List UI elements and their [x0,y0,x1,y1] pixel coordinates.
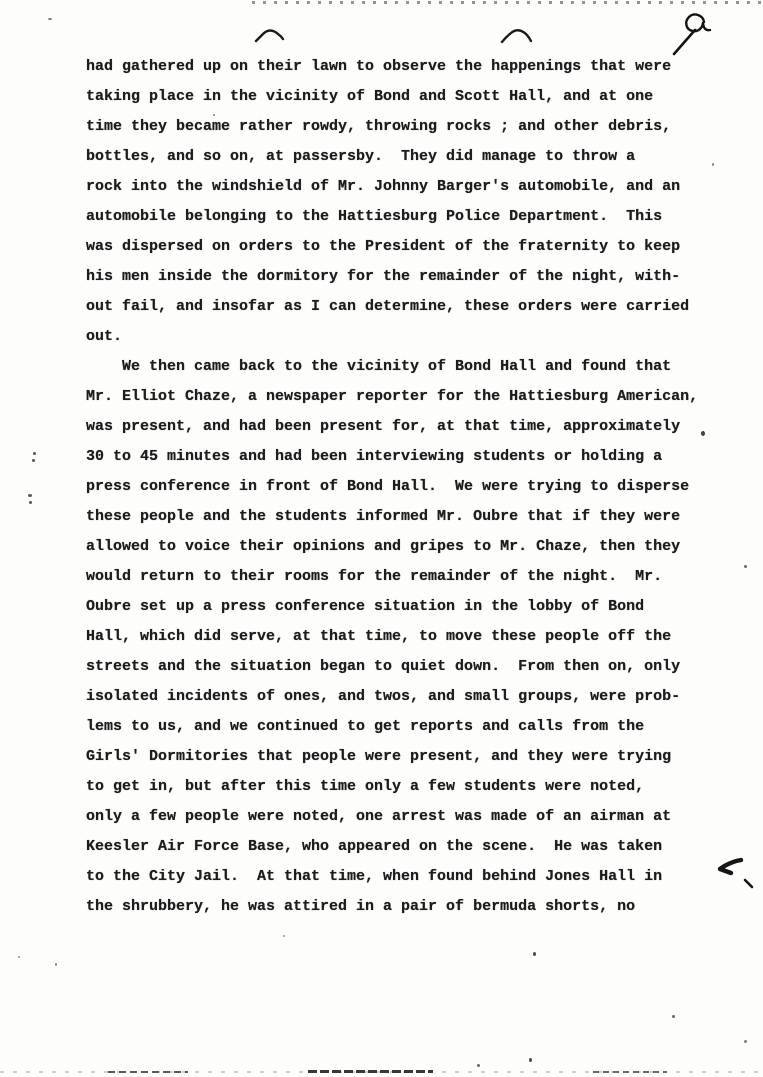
top-perforation-dotted-line [252,1,763,4]
text-line: isolated incidents of ones, and twos, and small groups, were prob- [86,688,681,705]
text-line: Mr. Elliot Chaze, a newspaper reporter for the Hattiesburg American, [86,388,699,405]
text-line: 30 to 45 minutes and had been interviewing students or holding a [86,448,663,465]
scan-speck [477,1064,480,1067]
text-line: Hall, which did serve, at that time, to move these people off the [86,628,672,645]
scan-speck [529,1058,532,1062]
scan-speck [672,1015,675,1018]
text-line: had gathered up on their lawn to observe the happenings that were [86,58,672,75]
text-line: automobile belonging to the Hattiesburg Police Department. This [86,208,663,225]
text-line: the shrubbery, he was attired in a pair of bermuda shorts, no [86,898,636,915]
text-line: press conference in front of Bond Hall. We were trying to disperse [86,478,690,495]
handwritten-page-number [668,9,718,57]
text-line: to get in, but after this time only a few students were noted, [86,778,645,795]
scan-speck [712,163,714,166]
text-line: lems to us, and we continued to get reports and calls from the [86,718,645,735]
text-line: allowed to voice their opinions and gripes to Mr. Chaze, then they [86,538,681,555]
handwritten-arc-mark-left [254,28,286,44]
scan-speck [283,935,285,937]
handwritten-arc-mark-right [500,28,534,46]
text-line: out fail, and insofar as I can determine, these orders were carried [86,298,690,315]
scan-speck [18,956,20,958]
scan-speck [33,452,36,455]
scan-speck [744,565,747,568]
text-line: taking place in the vicinity of Bond and Scott Hall, and at one [86,88,654,105]
scan-speck [55,963,57,966]
bottom-edge-dark-segment [308,1070,433,1073]
text-line: out. [86,328,123,345]
text-line: time they became rather rowdy, throwing rocks ; and other debris, [86,118,672,135]
scan-speck [29,501,32,504]
scan-speck [701,431,705,436]
text-line: only a few people were noted, one arrest was made of an airman at [86,808,672,825]
text-line: to the City Jail. At that time, when found behind Jones Hall in [86,868,663,885]
scan-speck [32,459,35,462]
scan-speck [213,114,215,116]
text-line: rock into the windshield of Mr. Johnny Barger's automobile, and an [86,178,681,195]
text-line: Keesler Air Force Base, who appeared on the scene. He was taken [86,838,663,855]
text-line: Oubre set up a press conference situation in the lobby of Bond [86,598,645,615]
text-line: Girls' Dormitories that people were present, and they were trying [86,748,672,765]
scan-speck [48,18,52,20]
scan-speck [744,1040,747,1043]
text-line: bottles, and so on, at passersby. They did manage to throw a [86,148,636,165]
text-line: these people and the students informed Mr. Oubre that if they were [86,508,681,525]
bottom-edge-dark-segment [108,1071,188,1073]
handwritten-check-mark [712,856,758,892]
text-line: streets and the situation began to quiet down. From then on, only [86,658,681,675]
bottom-edge-dark-segment [593,1071,667,1073]
text-line: We then came back to the vicinity of Bond Hall and found that [86,358,672,375]
text-line: his men inside the dormitory for the remainder of the night, with- [86,268,681,285]
typewritten-text-block [86,52,716,922]
scan-speck [28,494,32,497]
text-line: was dispersed on orders to the President of the fraternity to keep [86,238,681,255]
text-line: would return to their rooms for the remainder of the night. Mr. [86,568,663,585]
text-line: was present, and had been present for, at that time, approximately [86,418,681,435]
scan-speck [533,952,536,956]
